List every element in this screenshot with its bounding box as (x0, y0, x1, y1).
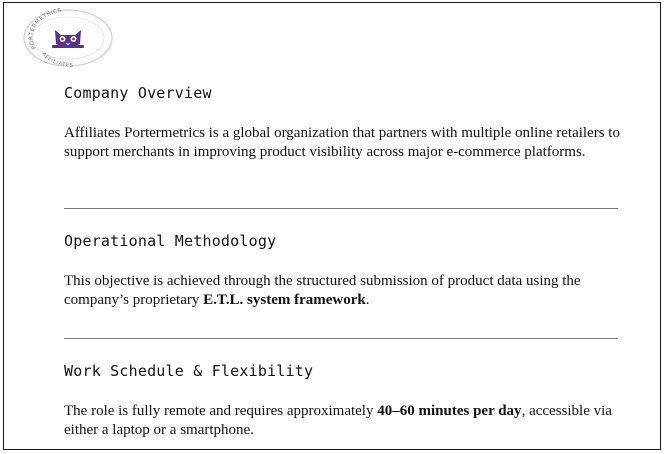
section-text-operational-methodology (64, 272, 624, 310)
logo-ring-text: PORTERMETRICS (28, 8, 63, 50)
section-heading-work-schedule: Work Schedule & Flexibility (64, 362, 314, 380)
cat-face-icon (52, 30, 84, 48)
text-part: The role is fully remote and requires approximately (64, 403, 378, 419)
text-part: This objective is achieved through the structured submission of product data using the company’s proprietary (64, 273, 581, 308)
svg-text:AFFILIATES (40, 51, 74, 68)
text-part: . (365, 292, 370, 308)
section-divider (64, 208, 618, 209)
section-divider (64, 338, 618, 339)
text-part: , accessible via either a laptop or a smartphone. (64, 403, 612, 438)
logo-ring-text-bottom: AFFILIATES (40, 51, 74, 69)
text-bold: E.T.L. system framework (203, 292, 366, 308)
section-heading-company-overview: Company Overview (64, 84, 212, 102)
text-part: Affiliates Portermetrics is a global organization that partners with multiple online retailers to support merchants in improving product visibility across major e-commerce platforms. (64, 125, 620, 160)
section-text-work-schedule (64, 402, 624, 440)
company-logo (22, 8, 114, 70)
section-heading-operational-methodology: Operational Methodology (64, 232, 277, 250)
section-text-company-overview (64, 124, 624, 162)
text-bold: 40–60 minutes per day (377, 403, 522, 419)
